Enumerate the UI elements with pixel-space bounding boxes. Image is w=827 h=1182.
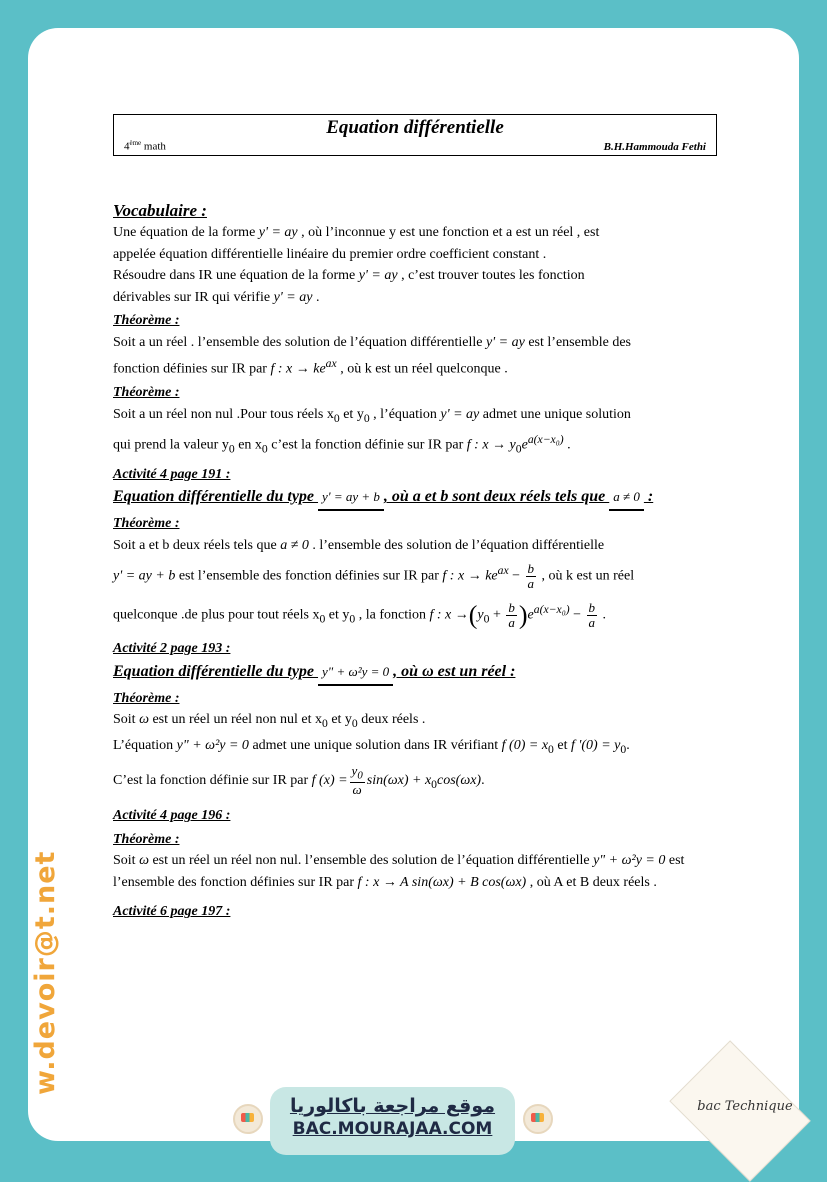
theorem-line: Soit ω est un réel un réel non nul et $x_0$ et $y_0$ deux réels .	[113, 712, 426, 731]
activity-label: Activité 4 page 196 :	[113, 808, 231, 824]
vocab-line: Résoudre dans IR une équation de la forme y' = ay , c’est trouver toutes les fonction	[113, 268, 585, 283]
theorem-line: Soit a un réel non nul .Pour tous réels $x_0$ et $y_0$ , l’équation y' = ay admet une unique solution	[113, 406, 631, 425]
site-logo-icon	[233, 1104, 263, 1134]
site-banner[interactable]	[270, 1087, 515, 1155]
theorem-heading: Théorème :	[113, 831, 180, 847]
theorem-line: quelconque .de plus pour tout réels $x_0$ et $y_0$ , la fonction f : $x \to(y_0$ + $\frac{b}{a}$ )$e^{a(x-x_0)}$ − $\frac{b}{a}$ .	[113, 600, 607, 631]
theorem-line: l’ensemble des fonction définies sur IR par f : x → A sin(ωx) + B cos(ωx) , où A et B deux réels .	[113, 874, 657, 890]
activity-label: Activité 4 page 191 :	[113, 466, 231, 482]
theorem-line: Soit a et b deux réels tels que a ≠ 0 . l’ensemble des solution de l’équation différentielle	[113, 537, 605, 553]
watermark-text: w.devoir@t.net	[30, 850, 61, 1095]
document-body	[113, 200, 773, 923]
vocab-line: dérivables sur IR qui vérifie y' = ay .	[113, 289, 320, 305]
theorem-line: Soit a un réel . l’ensemble des solution de l’équation différentielle y' = ay est l’ensemble des	[113, 334, 631, 350]
vocab-heading: Vocabulaire :	[113, 201, 207, 220]
fraction-b-over-a: $\frac{b}{a}$	[588, 600, 596, 631]
theorem-heading: Théorème :	[113, 385, 180, 401]
bac-badge-text: bac Technique	[697, 1099, 793, 1114]
header-box	[113, 114, 717, 156]
banner-arabic-text[interactable]: موقع مراجعة باكالوريا	[289, 1095, 496, 1117]
fraction-y0-over-omega: $\frac{y_0}{\omega}$	[351, 762, 363, 798]
class-label: 4ème math	[124, 139, 166, 153]
theorem-line: Soit ω est un réel un réel non nul. l’ensemble des solution de l’équation différentielle y" + ω²y = 0 est	[113, 853, 685, 869]
theorem-heading: Théorème :	[113, 313, 180, 328]
section-title: Equation différentielle du type y" + ω²y = 0 , où ω est un réel :	[113, 660, 773, 686]
theorem-line: y' = ay + b est l’ensemble des fonction définies sur IR par f : $x \to ke^{ax}$ − $\frac{b}{a}$ , où k est un réel	[113, 561, 635, 592]
document-title: Equation différentielle	[326, 117, 504, 138]
theorem-line: C’est la fonction définie sur IR par f (x) = $\frac{y_0}{\omega}$ $\sin(\omega x) + x_0\cos(\omega x)$.	[113, 762, 485, 798]
theorem-line: L’équation y" + ω²y = 0 admet une unique solution dans IR vérifiant f $(0) = x_0$ et f '$(0) = y_0$.	[113, 737, 630, 756]
fraction-b-over-a: $\frac{b}{a}$	[527, 561, 535, 592]
banner-url[interactable]: BAC.MOURAJAA.COM	[292, 1119, 493, 1139]
vocab-line: Une équation de la forme y' = ay , où l’inconnue y est une fonction et a est un réel , est	[113, 225, 600, 240]
theorem-line: fonction définies sur IR par f : $x \to ke^{ax}$ , où k est un réel quelconque .	[113, 357, 508, 377]
activity-label: Activité 6 page 197 :	[113, 904, 231, 920]
theorem-line: qui prend la valeur $y_0$ en $x_0$ c’est la fonction définie sur IR par f : $x \to y_0e^{a(x-x_0)}$ .	[113, 432, 571, 456]
vocab-line: appelée équation différentielle linéaire du premier ordre coefficient constant .	[113, 246, 547, 262]
theorem-heading: Théorème :	[113, 690, 180, 706]
site-logo-icon	[523, 1104, 553, 1134]
fraction-b-over-a: $\frac{b}{a}$	[508, 600, 515, 631]
theorem-heading: Théorème :	[113, 516, 180, 532]
section-title: Equation différentielle du type y' = ay + b , où a et b sont deux réels tels que a ≠ 0 :	[113, 485, 773, 511]
document-sheet	[28, 28, 799, 1141]
activity-label: Activité 2 page 193 :	[113, 641, 231, 657]
author: B.H.Hammouda Fethi	[603, 141, 706, 153]
